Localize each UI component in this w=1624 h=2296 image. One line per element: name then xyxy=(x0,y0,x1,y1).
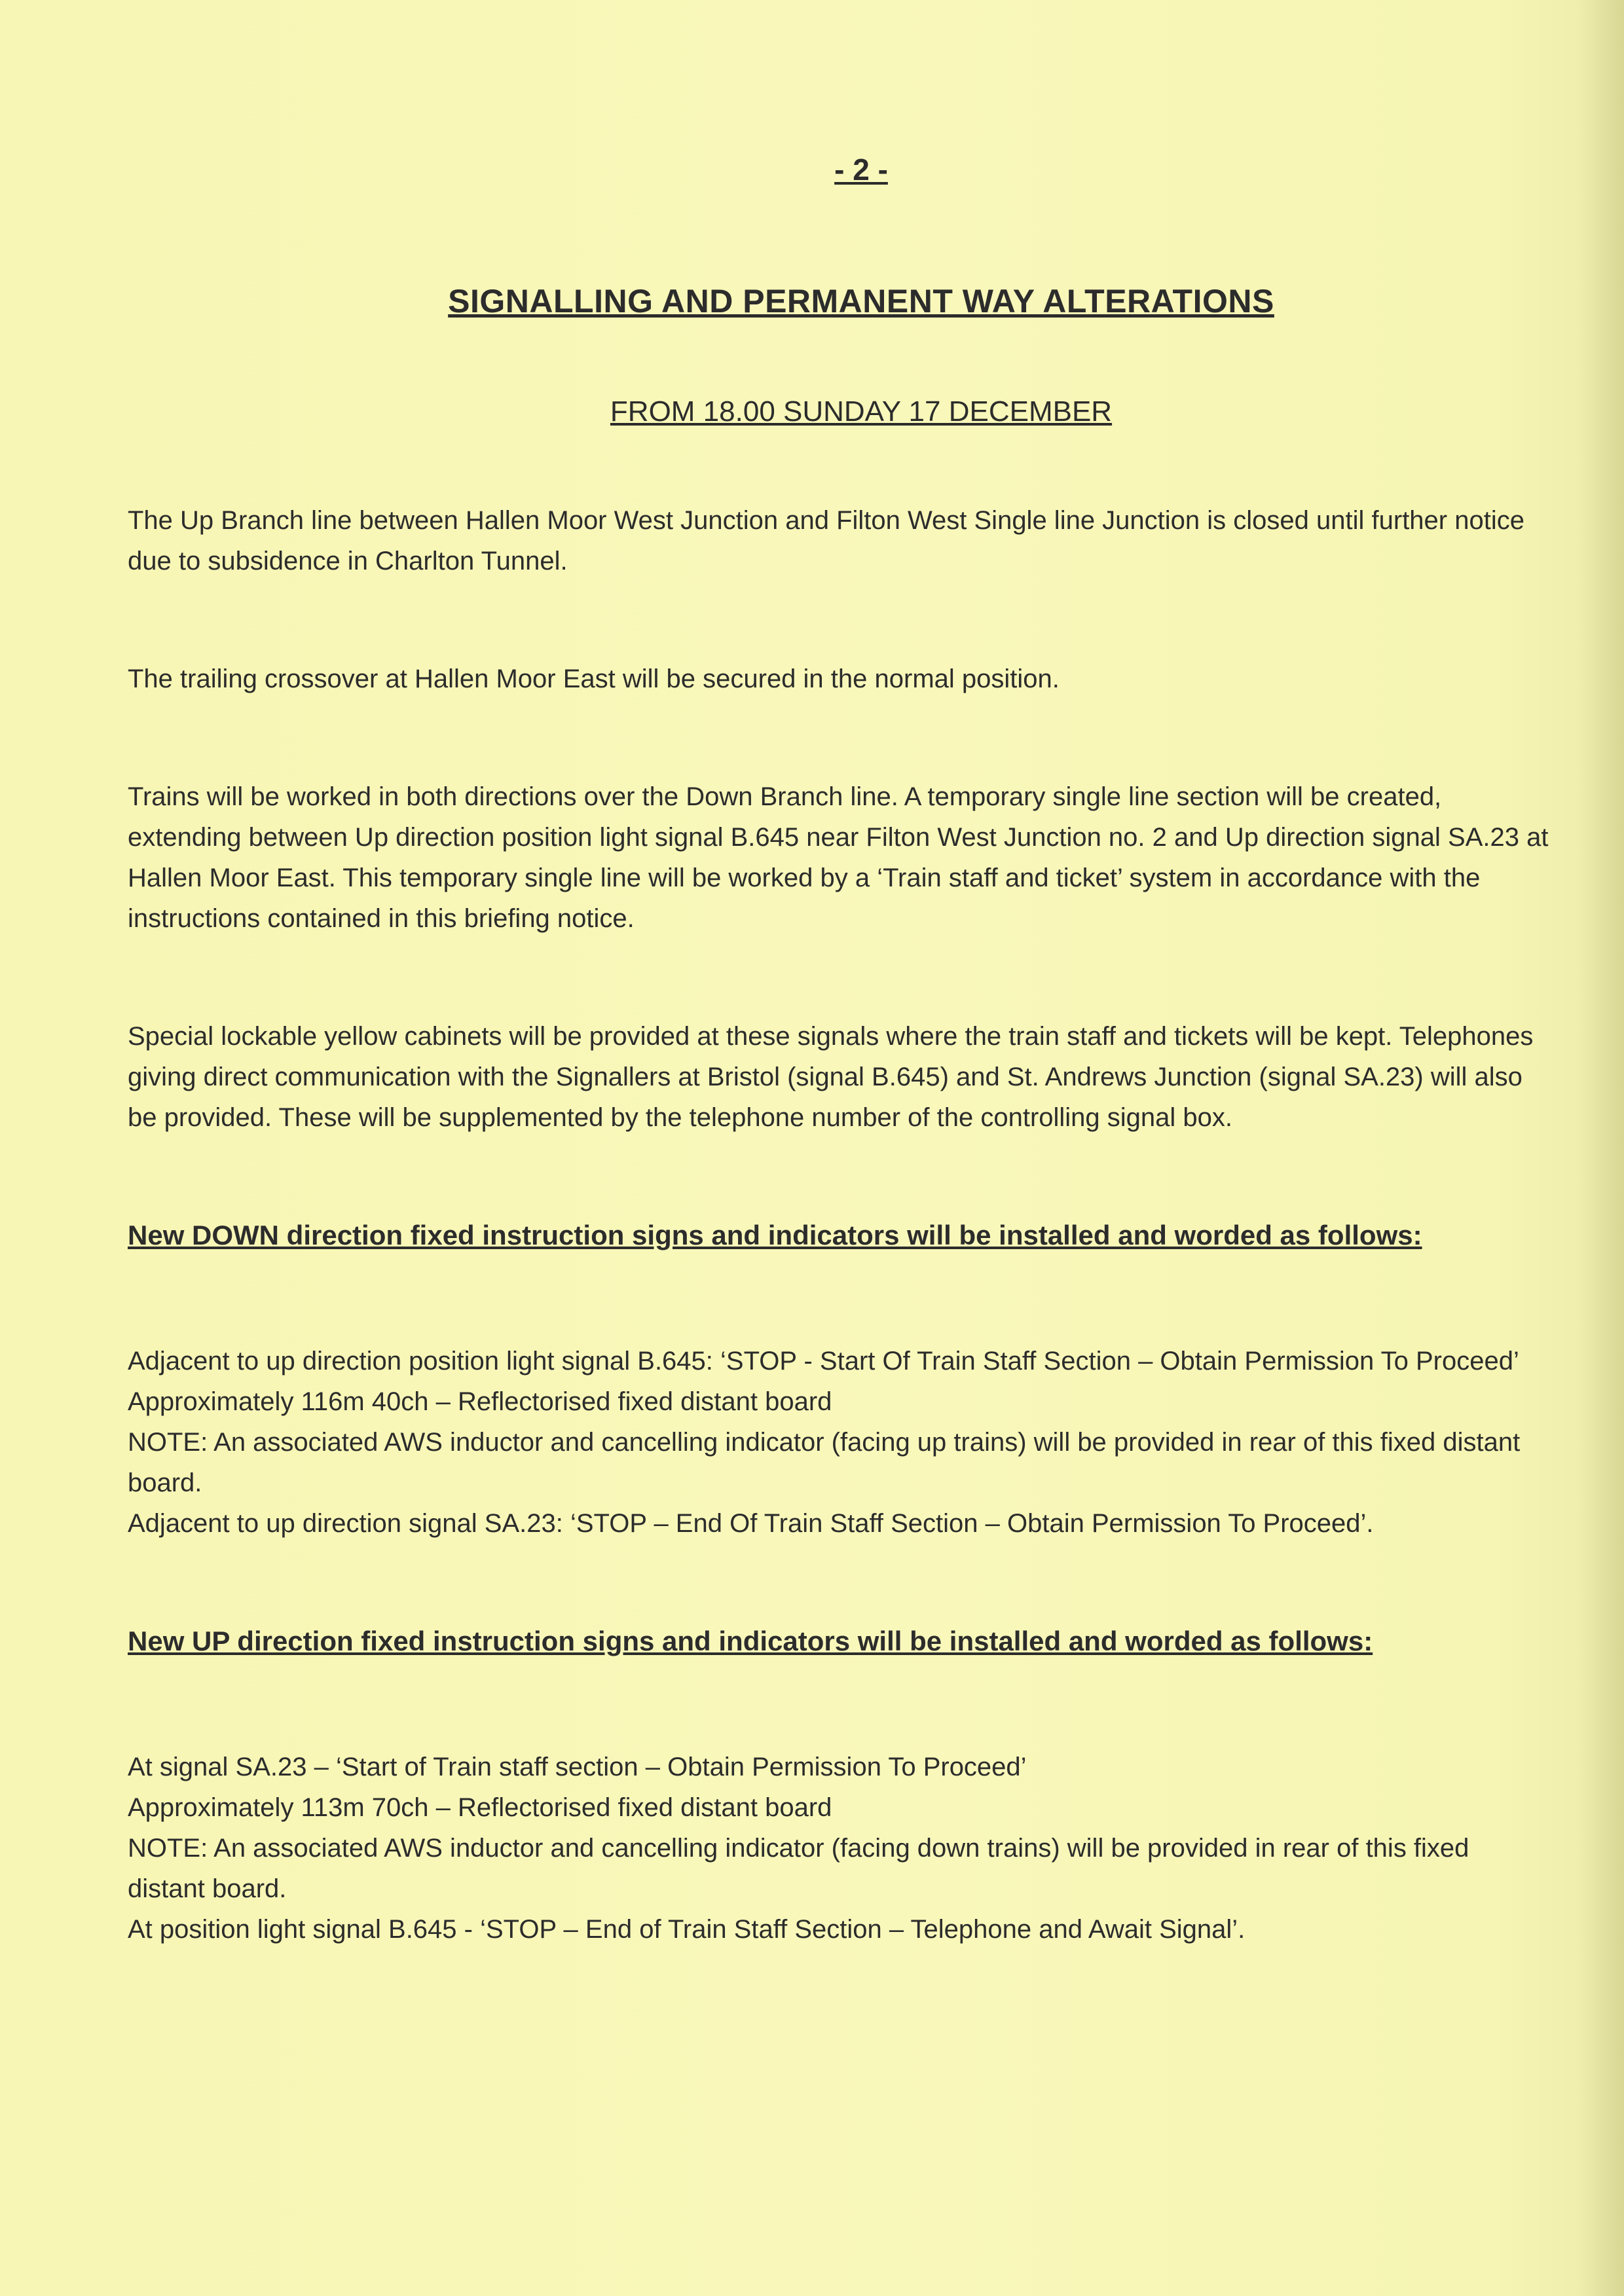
up-sign-line: At position light signal B.645 - ‘STOP – End of Train Staff Section – Telephone and Await Signal’. xyxy=(128,1915,1246,1944)
page-edge-shadow xyxy=(1578,0,1624,2296)
document-title: SIGNALLING AND PERMANENT WAY ALTERATIONS xyxy=(448,283,1274,319)
document-content xyxy=(128,152,1549,2027)
page-number: - 2 - xyxy=(834,153,888,187)
paragraph-up-branch-closure: The Up Branch line between Hallen Moor West Junction and Filton West Single line Junction is closed until further notice due to subsidence in Charlton Tunnel. xyxy=(128,506,1524,575)
up-sign-line: NOTE: An associated AWS inductor and cancelling indicator (facing down trains) will be provided in rear of this fixed distant board. xyxy=(128,1834,1469,1903)
down-direction-signs xyxy=(128,1341,1549,1544)
paragraph-lockable-cabinets: Special lockable yellow cabinets will be provided at these signals where the train staff and tickets will be kept. Telephones giving direct communication with the Signallers at Bristol (signal B.645) and St. Andrews Junction (signal SA.23) will also be provided. These will be supplemented by the telephone number of the controlling signal box. xyxy=(128,1022,1534,1132)
down-sign-line: Adjacent to up direction position light signal B.645: ‘STOP - Start Of Train Staff Section – Obtain Permission To Proceed’ xyxy=(128,1347,1519,1376)
up-direction-signs xyxy=(128,1747,1549,1950)
down-sign-line: NOTE: An associated AWS inductor and cancelling indicator (facing up trains) will be provided in rear of this fixed distant board. xyxy=(128,1428,1521,1497)
paragraph-trailing-crossover: The trailing crossover at Hallen Moor East will be secured in the normal position. xyxy=(128,665,1060,693)
down-direction-heading: New DOWN direction fixed instruction signs and indicators will be installed and worded as follows: xyxy=(128,1220,1422,1250)
up-sign-line: Approximately 113m 70ch – Reflectorised fixed distant board xyxy=(128,1793,832,1822)
up-direction-heading: New UP direction fixed instruction signs and indicators will be installed and worded as follows: xyxy=(128,1626,1373,1656)
down-sign-line: Adjacent to up direction signal SA.23: ‘STOP – End Of Train Staff Section – Obtain Permission To Proceed’. xyxy=(128,1509,1374,1538)
paragraph-temporary-single-line: Trains will be worked in both directions over the Down Branch line. A temporary single line section will be created, extending between Up direction position light signal B.645 near Filton West Junction no. 2 and Up direction signal SA.23 at Hallen Moor East. This temporary single line will be worked by a ‘Train staff and ticket’ system in accordance with the instructions contained in this briefing notice. xyxy=(128,782,1549,933)
up-sign-line: At signal SA.23 – ‘Start of Train staff section – Obtain Permission To Proceed’ xyxy=(128,1753,1027,1781)
down-sign-line: Approximately 116m 40ch – Reflectorised fixed distant board xyxy=(128,1387,832,1416)
document-subtitle: FROM 18.00 SUNDAY 17 DECEMBER xyxy=(610,395,1113,428)
